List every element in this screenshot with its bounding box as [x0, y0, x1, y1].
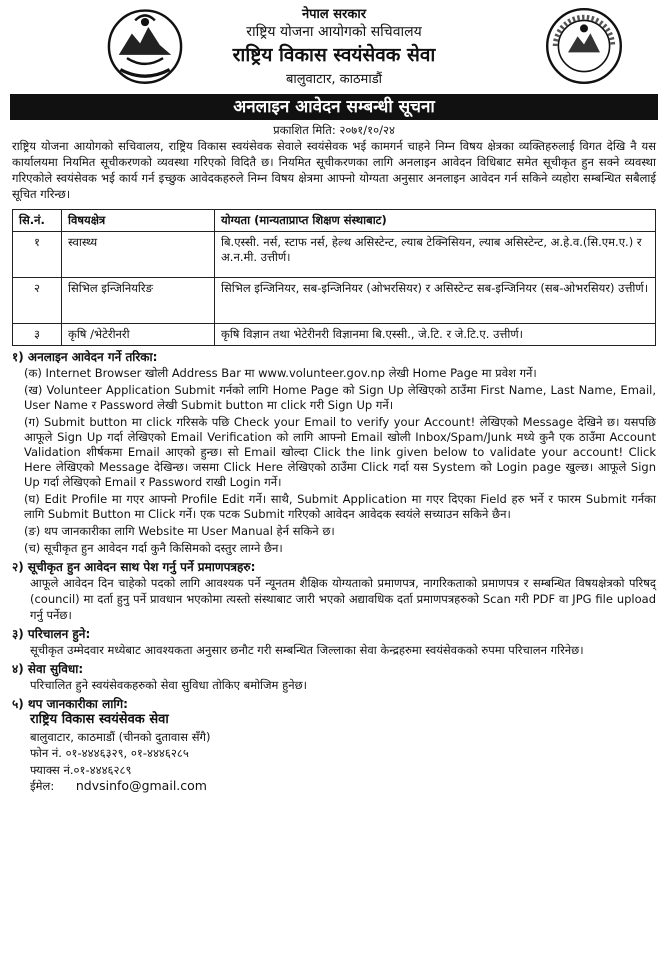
contact-email-label: ईमेल: [30, 779, 55, 793]
contact-phone: फोन नं. ०१-४४४६३२९, ०१-४४४६२८५ [30, 746, 189, 760]
ndvs-seal-icon [544, 6, 624, 86]
contact-organization: राष्ट्रिय विकास स्वयंसेवक सेवा [30, 712, 169, 727]
section-1-item-cha: (च) सूचीकृत हुन आवेदन गर्दा कुनै किसिमको दस्तुर लाग्ने छैन। [24, 541, 283, 555]
published-date: प्रकाशित मिति: २०७१/१०/२४ [273, 123, 395, 137]
section-1-item-ka: (क) Internet Browser खोली Address Bar मा www.volunteer.gov.np लेखी Home Page मा प्रवेश गर्ने। [24, 366, 537, 380]
notice-title-banner: अनलाइन आवेदन सम्बन्धी सूचना [10, 94, 658, 120]
section-1-item-kha: (ख) Volunteer Application Submit गर्नको लागि Home Page को Sign Up लेखिएको ठाउँमा First Name, Last Name, Email, User Name र Password लेखी Submit button मा click गरी Sign Up गर्ने। [24, 383, 656, 412]
column-header-serial: सि.नं. [13, 210, 62, 232]
qualification-table [12, 209, 656, 346]
table-cell-serial: ३ [13, 324, 62, 346]
table-header-row [13, 210, 656, 232]
contact-email-row [30, 778, 656, 795]
section-2-body: आफूले आवेदन दिन चाहेको पदको लागि आवश्यक पर्ने न्यूनतम शैक्षिक योग्यताको प्रमाणपत्र, नागरिकताको प्रमाणपत्र र सम्बन्धित विषयक्षेत्रको परिषद् (council) मा दर्ता हुनु पर्ने प्रावधान भएकोमा त्यस्तो संस्थाबाट जारी भएको अद्यावधिक दर्ता प्रमाणपत्रहरुको Scan गरी PDF वा JPG file upload गर्नु पर्नेछ। [30, 576, 656, 622]
table-cell-field: सिभिल इन्जिनियरिङ [62, 278, 215, 324]
nepal-government-emblem-icon [104, 4, 186, 86]
section-1-item-ga: (ग) Submit button मा click गरिसके पछि Check your Email to verify your Account! लेखिएको Message देखिने छ। यसपछि आफूले Sign Up गर्दा लेखिएको Email Verification को लागि आफ्नो Email खोली Inbox/Spam/Junk मध्ये कुनै एक ठाउँमा Account Validation शीर्षकमा Email आएको हुन्छ। सो Email खोल्दा Click the link given below to validate your account! Click Here लेखिएको Message देखिन्छ। जसमा Click Here लेखिएको ठाउँमा Click गर्दा यस System को Login page खुल्छ। आफूले Sign Up गर्दा लेखिएको Email र Password राखी Login गर्ने। [24, 415, 656, 489]
table-cell-qualification: सिभिल इन्जिनियर, सब-इन्जिनियर (ओभरसियर) र असिस्टेन्ट सब-इन्जिनियर (सब-ओभरसियर) उत्तीर्ण। [215, 278, 656, 324]
contact-email-link[interactable]: ndvsinfo@gmail.com [75, 778, 207, 793]
section-1-title: १) अनलाइन आवेदन गर्ने तरिका: [12, 350, 158, 364]
table-row [13, 232, 656, 278]
column-header-field: विषयक्षेत्र [62, 210, 215, 232]
table-cell-field: स्वास्थ्य [62, 232, 215, 278]
section-5-title: ५) थप जानकारीका लागि: [12, 697, 128, 711]
table-cell-serial: २ [13, 278, 62, 324]
contact-address: बालुवाटार, काठमाडौं (चीनको दुतावास सँगै) [30, 729, 211, 744]
table-row [13, 278, 656, 324]
column-header-qualification: योग्यता (मान्यताप्राप्त शिक्षण संस्थाबाट) [215, 210, 656, 232]
table-cell-qualification: बि.एस्सी. नर्स, स्टाफ नर्स, हेल्थ असिस्टेन्ट, ल्याब टेक्निसियन, ल्याब असिस्टेन्ट, अ.हे.व.(सि.एम.ए.) र अ.न.मी. उत्तीर्ण। [215, 232, 656, 278]
table-cell-serial: १ [13, 232, 62, 278]
section-1-item-nga: (ङ) थप जानकारीका लागि Website मा User Manual हेर्न सकिने छ। [24, 524, 335, 538]
table-cell-field: कृषि /भेटेरीनरी [62, 324, 215, 346]
table-row [13, 324, 656, 346]
contact-block [30, 712, 656, 795]
letterhead [12, 0, 656, 92]
header-line-4: बालुवाटार, काठमाडौं [285, 72, 383, 87]
intro-paragraph: राष्ट्रिय योजना आयोगको सचिवालय, राष्ट्रिय विकास स्वयंसेवक सेवाले स्वयंसेवक भई कामगर्न चाहने निम्न विषय क्षेत्रका व्यक्तिहरुलाई विगत देखि नै यस कार्यालयमा नियमित सूचीकरणको व्यवस्था गरिएको विदितै छ। नियमित सूचीकरणका लागि अनलाइन आवेदन विधिबाट समेत सूचीकृत हुन सक्ने व्यवस्था गरिएकोले स्वयंसेवक भई कार्य गर्न इच्छुक आवेदकहरुले निम्न विषय क्षेत्रमा आफ्नो योग्यता अनुसार अनलाइन आवेदन गर्न सकिने व्यहोरा सम्बन्धित सबैलाई सूचित गरिन्छ। [12, 139, 656, 201]
header-line-2: राष्ट्रिय योजना आयोगको सचिवालय [246, 24, 422, 40]
header-line-3: राष्ट्रिय विकास स्वयंसेवक सेवा [232, 44, 436, 66]
header-line-1: नेपाल सरकार [301, 7, 367, 22]
section-1-item-gha: (घ) Edit Profile मा गएर आफ्नो Profile Edit गर्ने। साथै, Submit Application मा गएर दिएका Field हरु भर्ने र फारम Submit गर्नका लागि Submit Button मा Click गर्ने। एक पटक Submit गरिएको आवेदन आवेदक स्वयंले सच्याउन सकिने छैन। [24, 492, 656, 521]
section-3-body: सूचीकृत उम्मेदवार मध्येबाट आवश्यकता अनुसार छनौट गरी सम्बन्धित जिल्लाका सेवा केन्द्रहरुमा स्वयंसेवकको रुपमा परिचालन गरिनेछ। [30, 643, 584, 657]
section-4-body: परिचालित हुने स्वयंसेवकहरुको सेवा सुविधा तोकिए बमोजिम हुनेछ। [30, 678, 307, 692]
table-cell-qualification: कृषि विज्ञान तथा भेटेरीनरी विज्ञानमा बि.एस्सी., जे.टि. र जे.टि.ए. उत्तीर्ण। [215, 324, 656, 346]
contact-fax: फ्याक्स नं.०१-४४४६२८९ [30, 762, 132, 777]
section-3-title: ३) परिचालन हुने: [12, 627, 91, 641]
section-2-title: २) सूचीकृत हुन आवेदन साथ पेश गर्नु पर्ने प्रमाणपत्रहरु: [12, 560, 256, 574]
section-4-title: ४) सेवा सुविधा: [12, 662, 84, 676]
